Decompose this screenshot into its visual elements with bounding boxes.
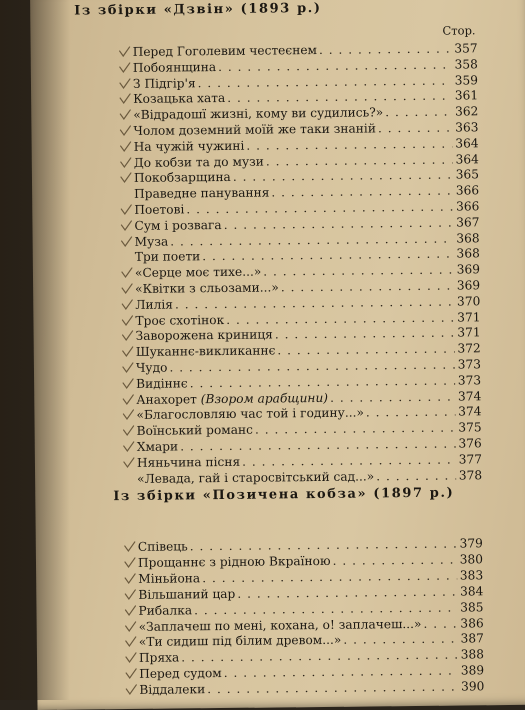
checkmark-icon (122, 378, 134, 390)
checkmark-icon (124, 573, 136, 585)
checkmark-icon (119, 93, 131, 105)
toc-entry-page: 367 (456, 215, 480, 230)
dot-leader (255, 421, 456, 437)
book-page (30, 0, 525, 710)
toc-entry-page: 379 (459, 536, 483, 551)
checkmark-icon (121, 299, 133, 311)
toc-entry-page: 373 (457, 357, 482, 372)
dot-leader (275, 326, 455, 342)
toc-entry-title: До кобзи та до музи (133, 154, 264, 170)
section-title-dzvin: Із збірки «Дзвін» (1893 р.) (74, 0, 322, 19)
dot-leader (376, 468, 456, 483)
toc-entry-title: Пряха (138, 650, 180, 666)
toc-entry-page: 374 (458, 404, 482, 419)
toc-entry-page: 380 (459, 552, 484, 567)
checkmark-icon (125, 636, 137, 648)
dot-leader (330, 389, 455, 404)
dot-leader (181, 648, 458, 665)
dot-leader (175, 294, 455, 311)
dot-leader (385, 105, 452, 120)
dot-leader (242, 452, 456, 468)
toc-entry-page: 357 (454, 41, 478, 56)
toc-entry-title: Лилія (135, 297, 173, 312)
dot-leader (277, 342, 455, 358)
dot-leader (227, 89, 452, 105)
toc-entry-title: Поетові (134, 202, 185, 217)
toc-entry-page: 384 (459, 583, 484, 599)
toc-entry-title: Заворожена криниця (135, 327, 273, 344)
dot-leader (281, 279, 454, 295)
toc-entry-page: 365 (455, 167, 480, 182)
dot-leader (169, 358, 455, 375)
checkmark-icon (121, 236, 133, 248)
dot-leader (202, 568, 457, 585)
dot-leader (233, 168, 453, 184)
checkmark-icon (124, 605, 136, 617)
toc-entry-page: 362 (454, 104, 479, 119)
toc-entry-page: 378 (458, 467, 483, 483)
toc-entry-title: «Ти сидиш під білим древом...» (138, 633, 342, 650)
dot-leader (319, 42, 452, 57)
checkmark-icon (122, 330, 134, 342)
toc-entry-page: 368 (456, 246, 480, 261)
dot-leader (194, 600, 458, 617)
dot-leader (366, 405, 456, 420)
checkmark-icon (125, 684, 137, 696)
toc-entry-page: 374 (457, 388, 482, 404)
checkmark-icon (123, 425, 135, 437)
dot-leader (237, 584, 457, 600)
toc-entry-page: 369 (456, 262, 481, 277)
checkmark-icon (120, 204, 132, 216)
checkmark-icon (119, 125, 131, 137)
checkmark-icon (124, 541, 136, 553)
dot-leader (186, 200, 453, 217)
toc-entry-page: 371 (457, 309, 481, 325)
toc-entry-title: Співець (137, 539, 188, 554)
dot-leader (423, 616, 457, 630)
toc-entry-title: Сум і розвага (134, 217, 222, 233)
toc-entry-title: «Левада, гай і старосвітський сад...» (137, 469, 375, 486)
toc-entry-page: 366 (455, 183, 480, 198)
toc-entry-title: Покобзарщина (133, 170, 231, 186)
toc-entry-page: 387 (460, 631, 484, 646)
toc-entry-page: 372 (457, 341, 481, 356)
toc-entry-title: Козацька хата (133, 91, 226, 107)
toc-entry-page: 383 (459, 568, 484, 583)
checkmark-icon (122, 346, 134, 358)
toc-entry-page: 389 (460, 663, 485, 678)
checkmark-icon (121, 315, 133, 327)
checkmark-icon (120, 141, 132, 153)
dot-leader (343, 632, 458, 647)
toc-entry-page: 386 (460, 615, 484, 631)
toc-entry-page: 363 (455, 120, 479, 135)
checkmark-icon (119, 78, 131, 90)
toc-entry-title: Міньйона (138, 571, 201, 586)
checkmark-icon (120, 157, 132, 169)
dot-leader (224, 664, 459, 680)
toc-entry-title: Анахорет (Взором арабщини) (136, 390, 329, 407)
toc-entry-title: «Заплачеш по мені, кохана, о! заплачеш...» (138, 616, 422, 634)
toc-entry-title: Рибалка (138, 602, 193, 618)
toc-entry-page: 361 (454, 88, 479, 103)
toc-entry-page: 373 (457, 373, 482, 388)
toc-entry-title: Перед судом (139, 666, 222, 682)
dot-leader (198, 73, 453, 90)
toc-entry-title: «Благословляю час той і годину...» (136, 405, 364, 423)
checkmark-icon (122, 362, 134, 374)
checkmark-icon (123, 441, 135, 453)
toc-entry-title: Муза (134, 234, 169, 249)
toc-entry-page: 358 (454, 57, 478, 72)
toc-entry-page: 375 (458, 420, 482, 435)
toc-entry-title: Вільшаний цар (138, 586, 236, 602)
dot-leader (266, 152, 453, 168)
dot-leader (333, 552, 458, 567)
dot-leader (202, 247, 454, 264)
toc-entry-page: 377 (458, 452, 483, 467)
toc-entry-title: З Підгір'я (132, 75, 196, 91)
toc-entry-page: 390 (460, 679, 485, 694)
section-title-pozychena-kobza: Із збірки «Позичена кобза» (1897 р.) (113, 485, 455, 505)
dot-leader (207, 680, 458, 697)
toc-entry-title: Три поети (134, 249, 201, 265)
toc-entry-page: 371 (457, 325, 481, 340)
checkmark-icon (121, 283, 133, 295)
dot-leader (180, 437, 456, 454)
checkmark-icon (119, 62, 131, 74)
toc-entry-title: Чудо (135, 360, 168, 375)
toc-entry-page: 364 (455, 136, 479, 151)
page-column-header: Стор. (442, 23, 476, 38)
toc-entry-title: Перед Гоголевим честеєнем (132, 42, 318, 59)
toc-entry-page: 388 (460, 647, 485, 662)
toc-entry-page: 359 (454, 72, 479, 88)
toc-entry-title: Воїнський романс (136, 422, 254, 439)
toc-entry-page: 364 (455, 151, 479, 167)
toc-entry-title: Видіннє (136, 376, 188, 391)
dot-leader (271, 184, 453, 200)
toc-entry-page: 368 (456, 230, 480, 246)
toc-entry-page: 370 (456, 294, 481, 309)
dot-leader (170, 231, 454, 248)
toc-entry-title: Праведне панування (134, 185, 270, 202)
checkmark-icon (119, 46, 131, 58)
toc-entry (139, 679, 484, 701)
checkmark-icon (124, 557, 136, 569)
toc-entry-subtitle: (Взором арабщини) (200, 390, 329, 406)
checkmark-icon (125, 668, 137, 680)
toc-entry-title: «Квітки з сльозами...» (135, 280, 279, 296)
checkmark-icon (119, 109, 131, 121)
dot-leader (226, 310, 454, 326)
checkmark-icon (122, 394, 134, 406)
toc-entry-title: На чужій чужині (133, 138, 245, 154)
toc-entry-title: Чолом доземний моїй же таки знаній (133, 121, 376, 138)
dot-leader (263, 263, 454, 279)
checkmark-icon (121, 267, 133, 279)
toc-entry-title: Няньчина пісня (136, 454, 241, 470)
toc-entry-title: «Серце моє тихе...» (134, 264, 262, 281)
toc-entry-page: 385 (460, 599, 484, 615)
toc-entry-page: 366 (455, 199, 480, 214)
toc-entry-title: Побоянщина (132, 59, 217, 75)
checkmark-icon (125, 652, 137, 664)
toc-entry-title: Троє схотінок (135, 312, 225, 328)
dot-leader (218, 57, 452, 73)
toc-entry-page: 376 (458, 436, 482, 451)
toc-entry-title: Прощаннє з рідною Вкраїною (137, 553, 331, 570)
toc-entry-title: Шуканнє-викликаннє (135, 343, 276, 360)
dot-leader (378, 121, 453, 136)
toc-entry-title: Віддалеки (139, 682, 206, 697)
dot-leader (190, 373, 456, 390)
dot-leader (224, 215, 454, 231)
checkmark-icon (120, 172, 132, 184)
dot-leader (246, 136, 452, 152)
checkmark-icon (124, 589, 136, 601)
toc-entry-title: Хмари (136, 439, 179, 454)
toc-entry-page: 369 (456, 278, 481, 293)
checkmark-icon (125, 620, 137, 632)
toc-entry-title: «Відрадошї жизні, кому ви судились?» (133, 105, 384, 123)
dot-leader (190, 537, 457, 554)
checkmark-icon (120, 220, 132, 232)
checkmark-icon (122, 409, 134, 421)
checkmark-icon (123, 457, 135, 469)
